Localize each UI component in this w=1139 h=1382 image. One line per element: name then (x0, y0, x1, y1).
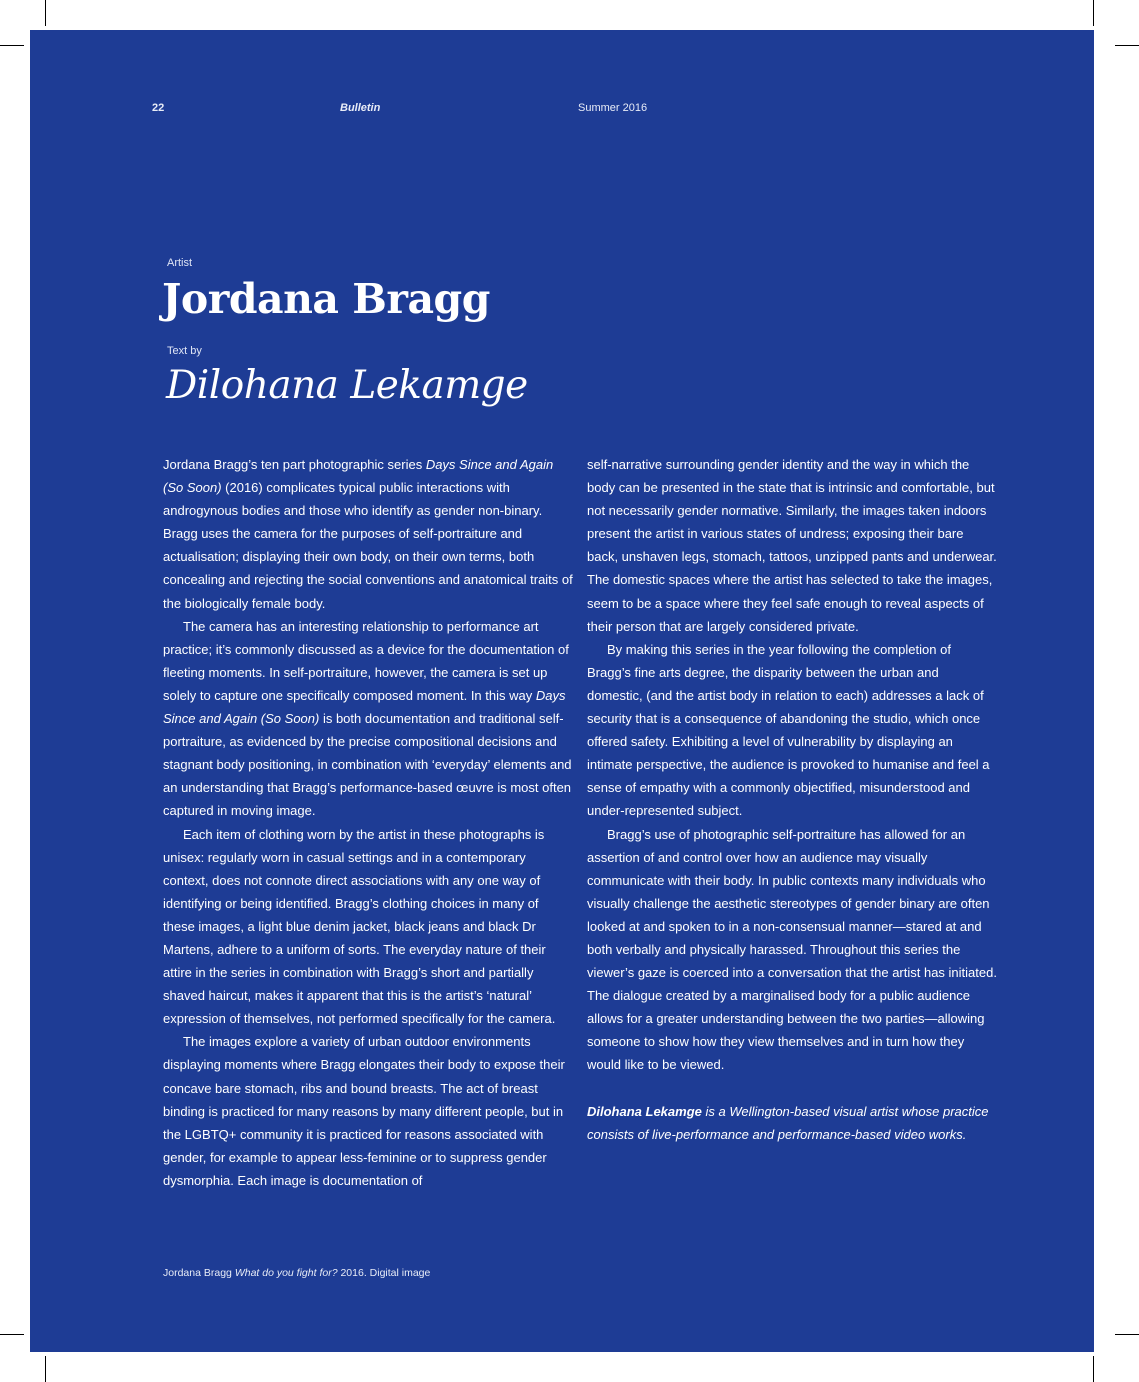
series-title: Days Since and Again (So Soon) (163, 457, 554, 496)
crop-mark (1093, 1356, 1094, 1382)
author-bio: Dilohana Lekamge is a Wellington-based visual artist whose practice consists of live-performance and performance-based video works. (587, 1103, 989, 1142)
issue-date: Summer 2016 (578, 102, 648, 114)
series-title: Days Since and Again (So Soon) (163, 687, 566, 727)
crop-mark (1115, 1334, 1139, 1335)
article-paragraph: Jordana Bragg’s ten part photographic series Days Since and Again (So Soon) (2016) complicates typical public interactions with androgynous bodies and those who identify as gender non-binary. Bragg uses the camera for the purposes of self-portraiture and actualisation; displaying their own body, on their own terms, both concealing and rejecting the social conventions and anatomical traits of the biologically female body. (163, 457, 573, 611)
author-name: Dilohana Lekamge (166, 363, 528, 408)
article-paragraph: self-narrative surrounding gender identity and the way in which the body can be presented in the state that is intrinsic and comfortable, but not necessarily gender normative. Similarly, the images taken indoors present the artist in various states of undress; exposing their bare back, unshaven legs, stomach, tattoos, unzipped pants and underwear. The domestic spaces where the artist has selected to take the images, seem to be a space where they feel safe enough to reveal aspects of their person that are largely considered private. (587, 457, 997, 634)
image-caption: Jordana Bragg What do you fight for? 2016. Digital image (163, 1267, 431, 1279)
magazine-page (30, 30, 1094, 1352)
article-paragraph: By making this series in the year following the completion of Bragg’s fine arts degree, the disparity between the urban and domestic, (and the artist body in relation to each) addresses a lack of security that is a consequence of abandoning the studio, which once offered safety. Exhibiting a level of vulnerability by displaying an intimate perspective, the audience is provoked to humanise and feel a sense of empathy with a commonly objectified, misunderstood and under-represented subject. (587, 641, 990, 819)
article-paragraph: The camera has an interesting relationship to performance art practice; it’s commonly discussed as a device for the documentation of fleeting moments. In self-portraiture, however, the camera is set up solely to capture one specifically composed moment. In this way Days Since and Again (So Soon) is both documentation and traditional self-portraiture, as evidenced by the precise compositional decisions and stagnant body positioning, in combination with ‘everyday’ elements and an understanding that Bragg’s performance-based œuvre is most often captured in moving image. (163, 618, 572, 819)
crop-mark (1115, 45, 1139, 46)
page-number: 22 (152, 102, 165, 114)
artwork-title: What do you fight for? (234, 1267, 338, 1279)
crop-mark (0, 45, 24, 46)
article-column-left (163, 453, 573, 1192)
article-paragraph: Each item of clothing worn by the artist in these photographs is unisex: regularly worn in casual settings and in a contemporary context, does not connote direct associations with any one way of identifying or being identified. Bragg’s clothing choices in many of these images, a light blue denim jacket, black jeans and black Dr Martens, adhere to a uniform of sorts. The everyday nature of their attire in the series in combination with Bragg’s short and partially shaved haircut, makes it apparent that this is the artist’s ‘natural’ expression of themselves, not performed specifically for the camera. (163, 826, 556, 1027)
crop-mark (45, 0, 46, 26)
artist-name: Jordana Bragg (162, 275, 490, 323)
publication-title: Bulletin (340, 102, 381, 114)
text-by-label: Text by (167, 345, 202, 357)
artist-label: Artist (167, 257, 193, 269)
bio-author-name: Dilohana Lekamge (587, 1103, 702, 1119)
crop-mark (0, 1334, 24, 1335)
crop-mark (45, 1356, 46, 1382)
article-column-right (587, 453, 997, 1146)
article-paragraph: Bragg’s use of photographic self-portraiture has allowed for an assertion of and control over how an audience may visually communicate with their body. In public contexts many individuals who visually challenge the aesthetic stereotypes of gender binary are often looked at and spoken to in a non-consensual manner—stared at and both verbally and physically harassed. Throughout this series the viewer’s gaze is coerced into a conversation that the artist has initiated. The dialogue created by a marginalised body for a public audience allows for a greater understanding between the two parties—allowing someone to show how they view themselves and in turn how they would like to be viewed. (587, 826, 997, 1073)
article-paragraph: The images explore a variety of urban outdoor environments displaying moments where Bragg elongates their body to expose their concave bare stomach, ribs and bound breasts. The act of breast binding is practiced for many reasons by many different people, but in the LGBTQ+ community it is practiced for reasons associated with gender, for example to appear less-feminine or to suppress gender dysmorphia. Each image is documentation of (163, 1034, 565, 1188)
crop-mark (1093, 0, 1094, 26)
